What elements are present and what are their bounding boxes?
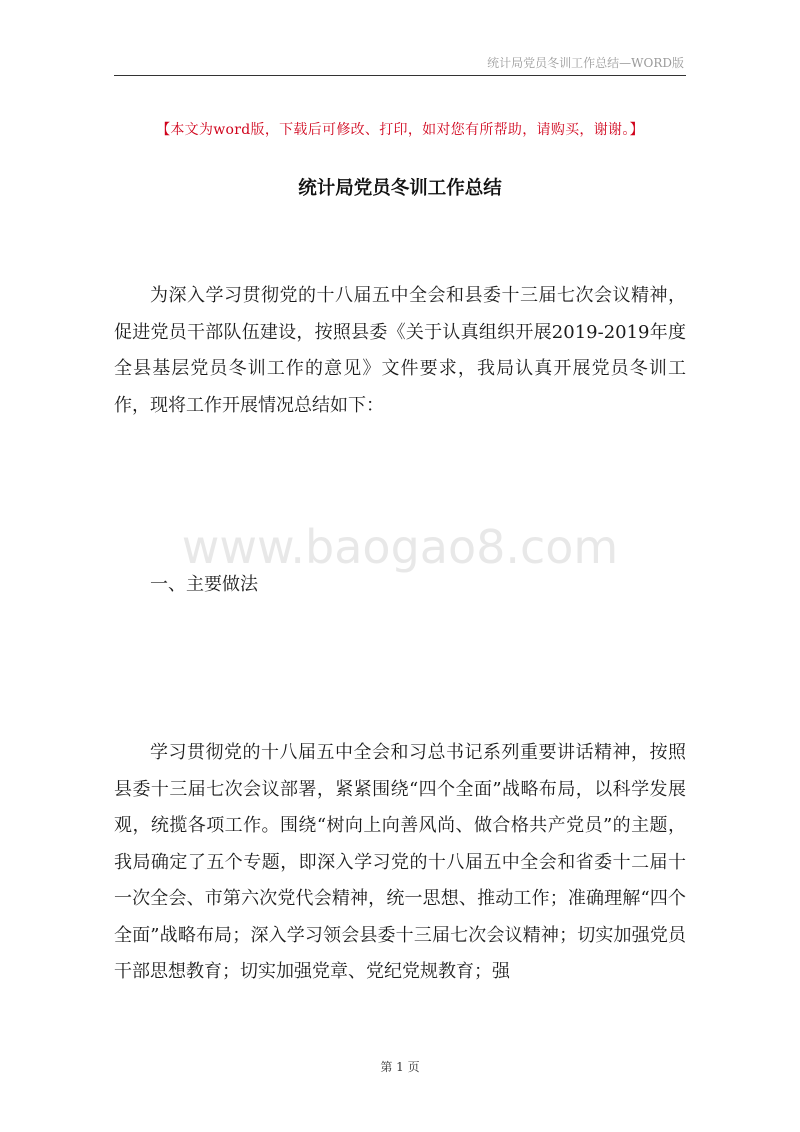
running-header: 统计局党员冬训工作总结—WORD版 <box>487 56 684 70</box>
header-divider <box>114 75 686 76</box>
intro-paragraph: 为深入学习贯彻党的十八届五中全会和县委十三届七次会议精神，促进党员干部队伍建设，按照县委《关于认真组织开展2019-2019年度全县基层党员冬训工作的意见》文件要求，我局认真开展党员冬训工作，现将工作开展情况总结如下： <box>114 285 686 416</box>
watermark: www.baogao8.com <box>181 520 619 574</box>
body-paragraph: 学习贯彻党的十八届五中全会和习总书记系列重要讲话精神，按照县委十三届七次会议部署，紧紧围绕“四个全面”战略布局，以科学发展观，统揽各项工作。围绕“树向上向善风尚、做合格共产党员”的主题，我局确定了五个专题，即深入学习党的十八届五中全会和省委十二届十一次全会、市第六次党代会精神，统一思想、推动工作；准确理解“四个全面”战略布局；深入学习领会县委十三届七次会议精神；切实加强党员干部思想教育；切实加强党章、党纪党规教育；强 <box>114 742 686 982</box>
document-title: 统计局党员冬训工作总结 <box>298 178 502 199</box>
section-heading: 一、主要做法 <box>150 574 258 595</box>
purchase-notice: 【本文为word版，下载后可修改、打印，如对您有所帮助，请购买，谢谢。】 <box>156 122 644 138</box>
page-number: 第 1 页 <box>380 1060 420 1074</box>
